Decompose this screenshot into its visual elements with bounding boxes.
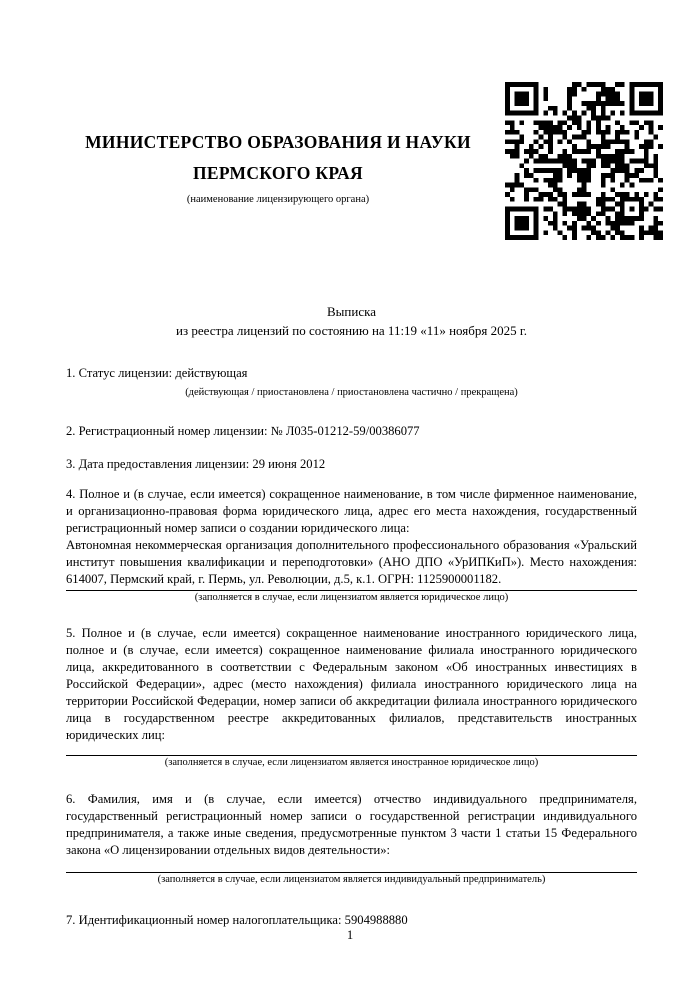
item-5-caption: (заполняется в случае, если лицензиатом является иностранное юридическое лицо) xyxy=(164,757,539,768)
item-4-legal-entity-block xyxy=(66,486,637,604)
licensing-authority-header xyxy=(66,127,490,206)
item-6-caption: (заполняется в случае, если лицензиатом является индивидуальный предприниматель) xyxy=(157,874,546,885)
item-6-question: 6. Фамилия, имя и (в случае, если имеется) отчество индивидуального предпринимателя, государственный регистрационный номер записи о государственной регистрации индивидуального предпринимателя, а также иные сведения, предусмотренные пунктом 3 части 1 статьи 15 Федерального закона «О лицензировании отдельных видов деятельности»: xyxy=(66,792,637,857)
item-4-caption: (заполняется в случае, если лицензиатом является юридическое лицо) xyxy=(194,592,509,603)
item-1-status: 1. Статус лицензии: действующая xyxy=(66,366,248,380)
licensing-authority-caption: (наименование лицензирующего органа) xyxy=(186,194,370,205)
ministry-name-line2: ПЕРМСКОГО КРАЯ xyxy=(193,163,363,183)
document-title-block xyxy=(66,302,637,340)
item-6-entrepreneur-block xyxy=(66,791,637,886)
item-5-foreign-entity-block xyxy=(66,625,637,769)
document-title: Выписка xyxy=(327,304,376,319)
item-3-license-date: 3. Дата предоставления лицензии: 29 июня 2012 xyxy=(66,457,326,471)
item-4-question: 4. Полное и (в случае, если имеется) сокращенное наименование, в том числе фирменное наименование, и организационно-правовая форма юридического лица, адрес его места нахождения, государственный регистрационный номер записи о создании юридического лица: xyxy=(66,487,637,535)
item-5-question: 5. Полное и (в случае, если имеется) сокращенное наименование иностранного юридического лица, полное и (в случае, если имеется) сокращенное наименование филиала иностранного юридического лица, аккредитованного в соответствии с Федеральным законом «Об иностранных инвестициях в Российской Федерации», адрес (место нахождения) филиала иностранного юридического лица на территории Российской Федерации, номер записи об аккредитации филиала иностранного юридического лица в государственном реестре аккредитованных филиалов, представительств иностранных юридических лиц: xyxy=(66,626,637,742)
document-body xyxy=(66,365,637,929)
page-number: 1 xyxy=(346,928,354,942)
item-7-taxpayer-id: 7. Идентификационный номер налогоплательщика: 5904988880 xyxy=(66,913,408,927)
item-4-value: Автономная некоммерческая организация дополнительного профессионального образования «Уральский институт повышения квалификации и переподготовки» (АНО ДПО «УрИПКиП»). Место нахождения: 614007, Пермский край, г. Пермь, ул. Революции, д.5, к.1. ОГРН: 1125900001182. xyxy=(66,538,637,586)
document-subtitle: из реестра лицензий по состоянию на 11:19 «11» ноября 2025 г. xyxy=(176,323,527,338)
qr-code xyxy=(505,82,663,240)
ministry-name-line1: МИНИСТЕРСТВО ОБРАЗОВАНИЯ И НАУКИ xyxy=(85,132,471,152)
item-2-registration-number: 2. Регистрационный номер лицензии: № Л035-01212-59/00386077 xyxy=(66,424,420,438)
item-1-caption: (действующая / приостановлена / приостановлена частично / прекращена) xyxy=(185,387,518,398)
